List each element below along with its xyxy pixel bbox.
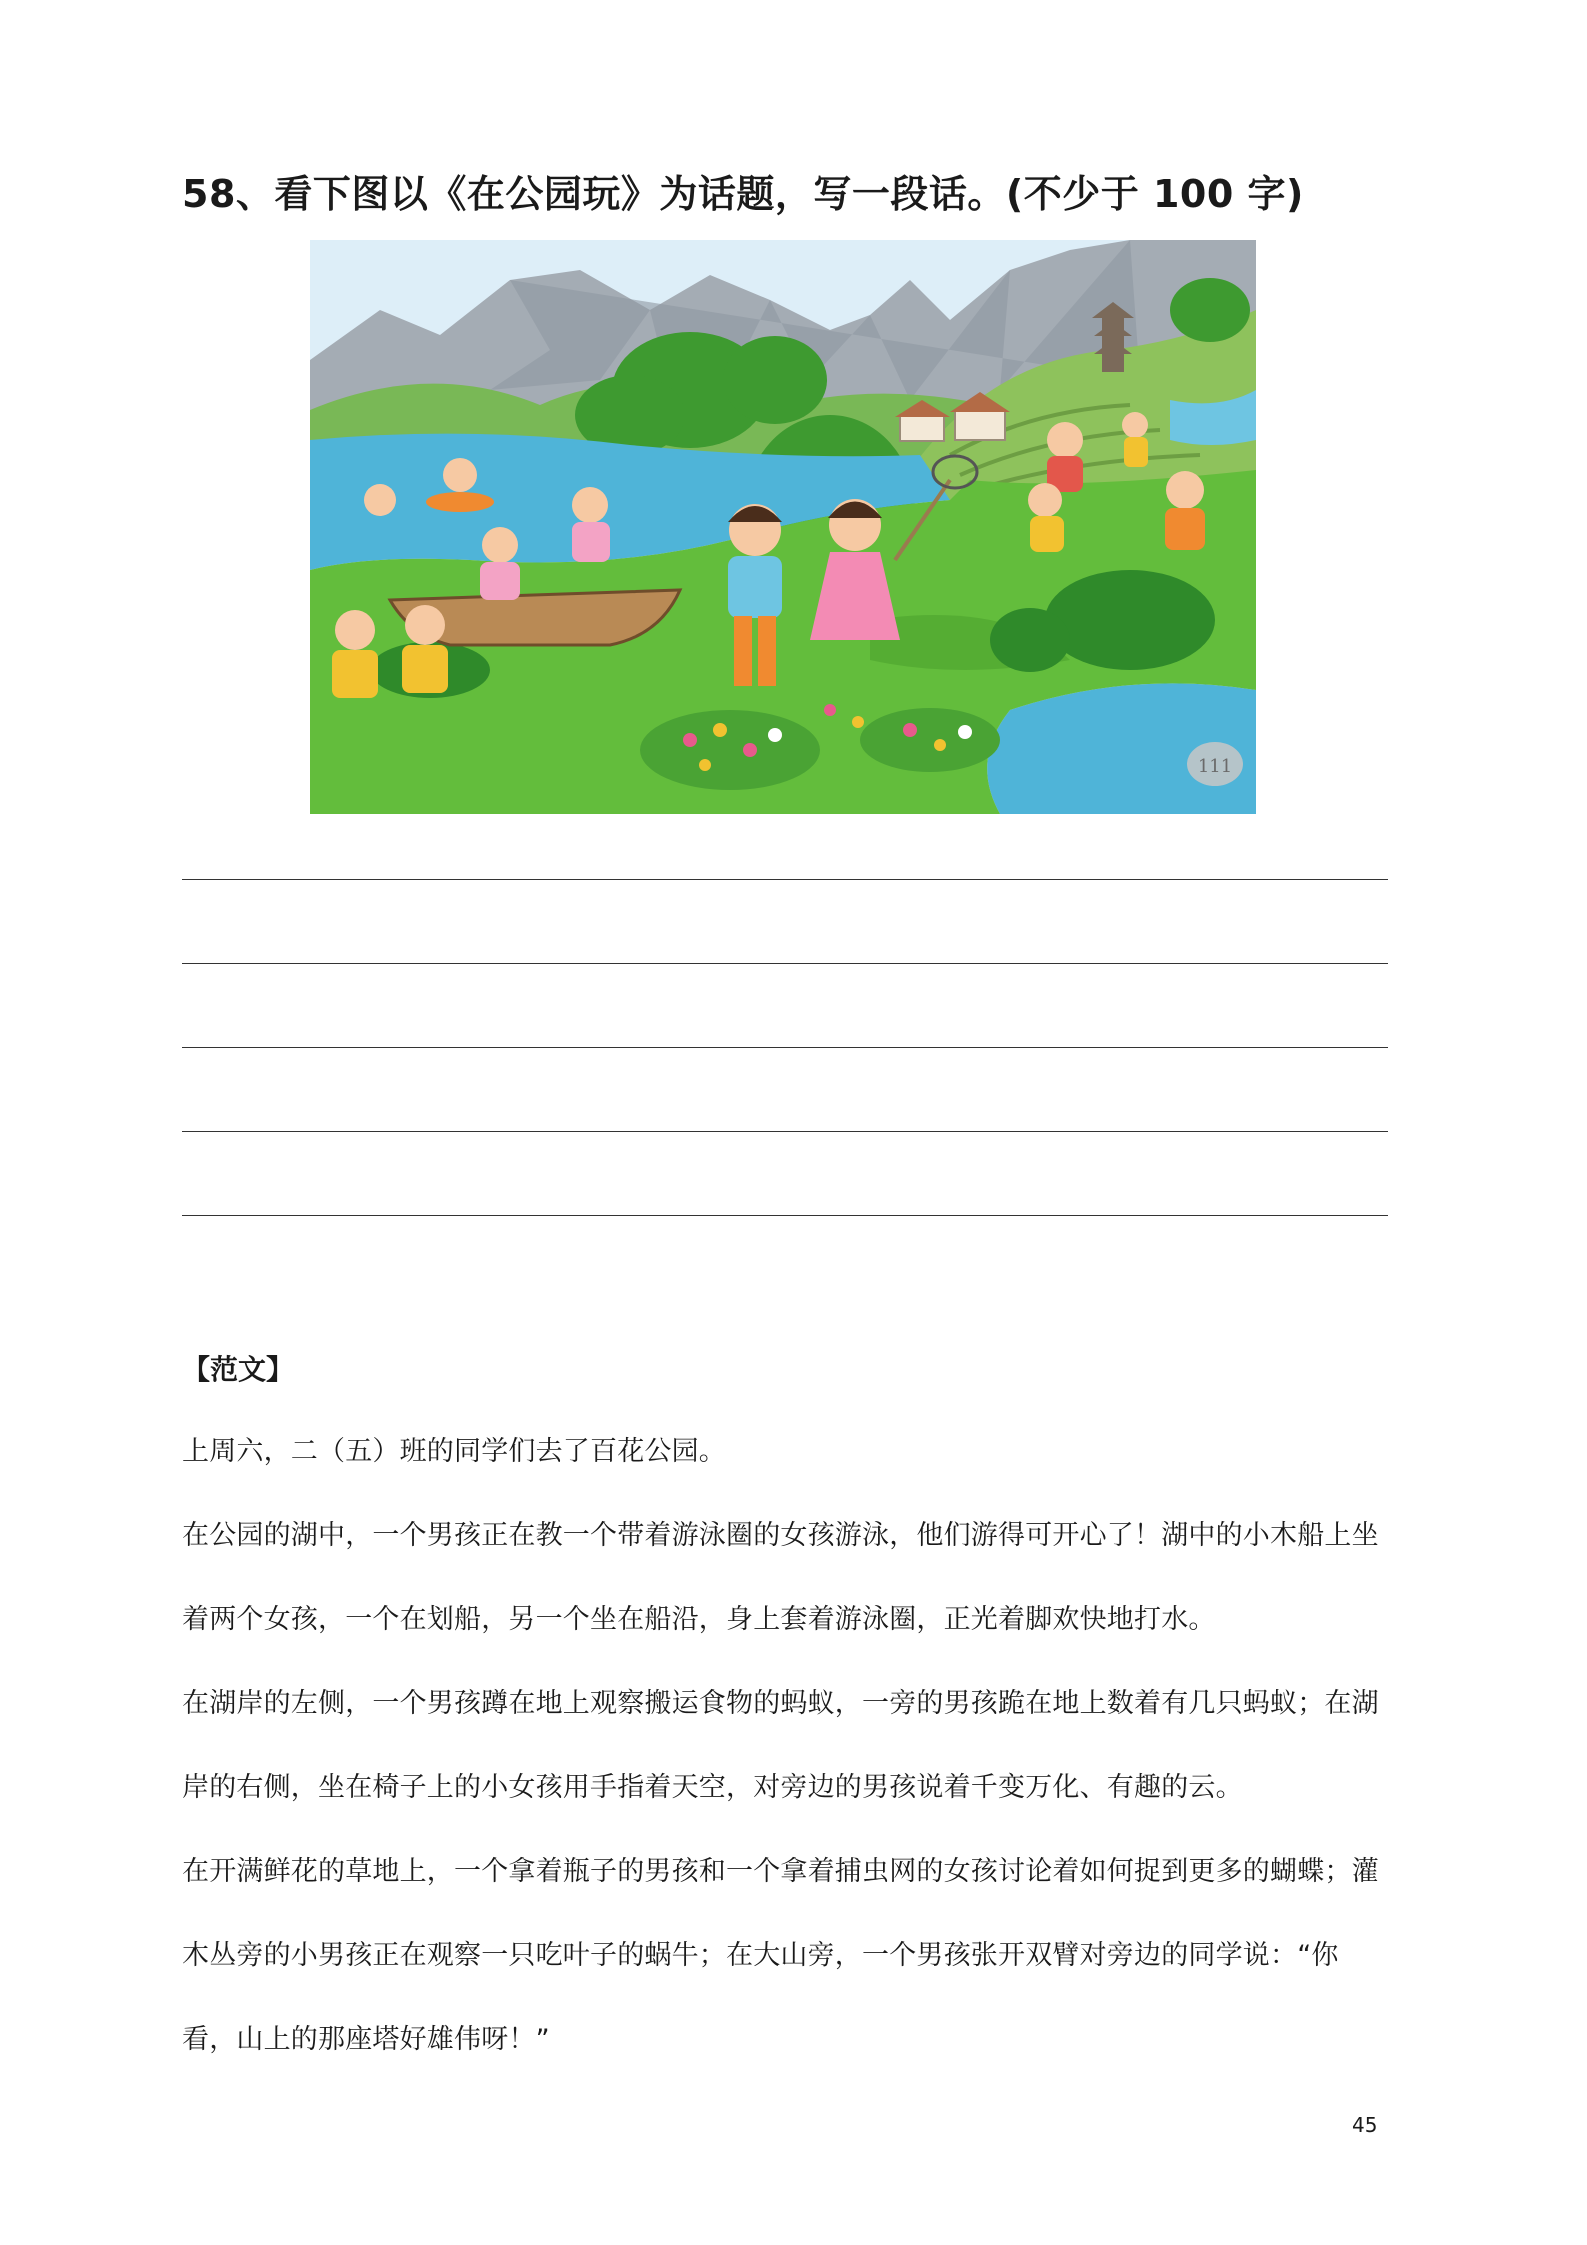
- page-number: 45: [1352, 2113, 1378, 2137]
- answer-line[interactable]: [182, 1047, 1388, 1048]
- answer-line[interactable]: [182, 1131, 1388, 1132]
- answer-line[interactable]: [182, 963, 1388, 964]
- question-title: 58、看下图以《在公园玩》为话题，写一段话。(不少于 100 字): [182, 172, 1304, 216]
- page-badge-label: 111: [1197, 756, 1233, 777]
- essay-paragraph: 在湖岸的左侧，一个男孩蹲在地上观察搬运食物的蚂蚁，一旁的男孩跪在地上数着有几只蚂蚁；在湖岸的右侧，坐在椅子上的小女孩用手指着天空，对旁边的男孩说着千变万化、有趣的云。: [182, 1688, 1379, 1803]
- answer-line[interactable]: [182, 1215, 1388, 1216]
- essay-paragraph: 在开满鲜花的草地上，一个拿着瓶子的男孩和一个拿着捕虫网的女孩讨论着如何捉到更多的蝴蝶；灌木丛旁的小男孩正在观察一只吃叶子的蜗牛；在大山旁，一个男孩张开双臂对旁边的同学说：“你看，山上的那座塔好雄伟呀！”: [182, 1856, 1379, 2055]
- answer-line[interactable]: [182, 879, 1388, 880]
- page-badge: [1187, 742, 1243, 786]
- essay-paragraph: 上周六，二（五）班的同学们去了百花公园。: [182, 1436, 726, 1467]
- essay-paragraph: 在公园的湖中，一个男孩正在教一个带着游泳圈的女孩游泳，他们游得可开心了！湖中的小木船上坐着两个女孩，一个在划船，另一个坐在船沿，身上套着游泳圈，正光着脚欢快地打水。: [182, 1520, 1379, 1635]
- sample-heading: 【范文】: [182, 1353, 295, 1386]
- park-illustration: [310, 240, 1256, 814]
